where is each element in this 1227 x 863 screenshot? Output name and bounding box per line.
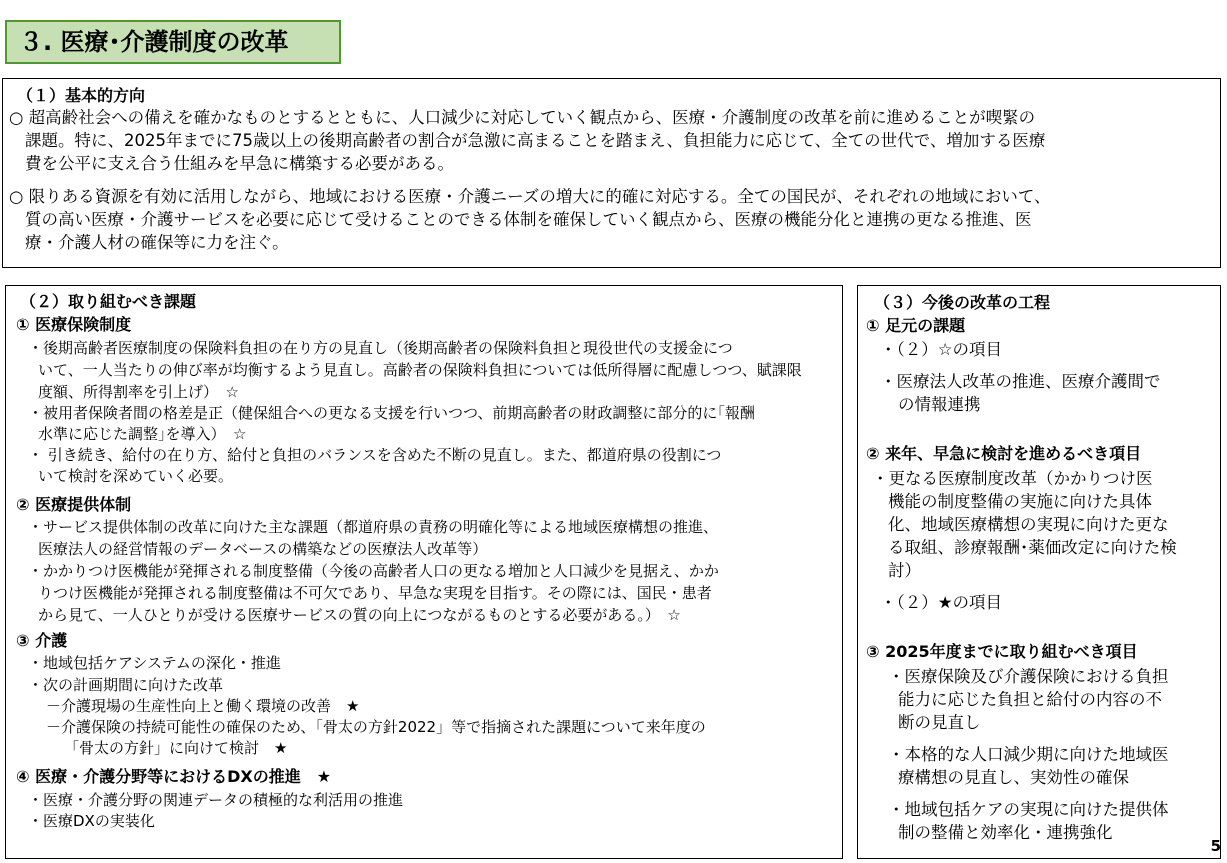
schedule-line: 制の整備と効率化・連携強化 [898,823,1113,842]
issues-box [5,285,843,859]
schedule-line: 能力に応じた負担と給付の内容の不 [898,690,1162,709]
issue-line: 「骨太の方針」に向けて検討 ★ [64,739,288,757]
basic-direction-heading: （１）基本的方向 [17,86,146,105]
issue-line: －介護保険の持続可能性の確保のため、「骨太の方針2022」等で指摘された課題について来年度の [46,718,706,736]
issue-line: いて、一人当たりの伸び率が均衡するよう見直し。高齢者の保険料負担については低所得層に配慮しつつ、賦課限 [38,361,802,379]
basic-p2-line: 質の高い医療・介護サービスを必要に応じて受けることのできる体制を確保していく観点から、医療の機能分化と連携の更なる推進、医 [25,210,1032,229]
schedule-line: 機能の制度整備の実施に向けた具体 [888,492,1152,511]
by-2025-heading: ③ 2025年度までに取り組むべき項目 [866,642,1138,661]
issue-line: ・医療DXの実装化 [28,812,155,830]
issue-line: ・次の計画期間に向けた改革 [28,676,224,694]
dx-heading: ④ 医療・介護分野等におけるDXの推進 ★ [16,767,332,786]
issue-line: 水準に応じた調整｣を導入） ☆ [38,425,247,443]
schedule-line: 断の見直し [898,713,981,732]
basic-p1-line: 費を公平に支え合う仕組みを早急に構築する必要がある。 [25,154,454,173]
schedule-line: の情報連携 [898,395,981,414]
issue-line: ・かかりつけ医機能が発揮される制度整備（今後の高齢者人口の更なる増加と人口減少を見据え、かか [28,562,719,580]
page-title: ３. 医療･介護制度の改革 [5,20,341,64]
next-year-heading: ② 来年、早急に検討を進めるべき項目 [866,444,1142,463]
schedule-line: ・（２）★の項目 [880,593,1003,612]
schedule-line: 療構想の見直し、実効性の確保 [898,768,1129,787]
schedule-heading: （３）今後の改革の工程 [874,293,1051,312]
immediate-issues-heading: ① 足元の課題 [866,316,966,335]
basic-p1-line: ○ 超高齢社会への備えを確かなものとするとともに、人口減少に対応していく観点から、医療・介護制度の改革を前に進めることが喫緊の [9,108,1036,127]
page-number: 5 [1210,837,1221,855]
issue-line: 医療法人の経営情報のデータベースの構築などの医療法人改革等） [38,540,488,558]
schedule-line: ・医療保険及び介護保険における負担 [888,667,1169,686]
care-heading: ③ 介護 [16,631,68,650]
issue-line: ・医療・介護分野の関連データの積極的な利活用の推進 [28,791,404,809]
issue-line: ・ 引き続き、給付の在り方、給付と負担のバランスを含めた不断の見直し。また、都道府県の役割につ [28,446,722,464]
schedule-line: ・地域包括ケアの実現に向けた提供体 [888,800,1169,819]
issue-line: ・後期高齢者医療制度の保険料負担の在り方の見直し（後期高齢者の保険料負担と現役世代の支援金につ [28,339,733,357]
basic-p1-line: 課題。特に、2025年までに75歳以上の後期高齢者の割合が急激に高まることを踏まえ、負担能力に応じて、全ての世代で、増加する医療 [25,131,1046,150]
issue-line: りつけ医機能が発揮される制度整備は不可欠であり、早急な実現を目指す。その際には、国民・患者 [38,584,712,602]
issue-line: いて検討を深めていく必要。 [38,467,234,485]
issue-line: 度額、所得割率を引上げ） ☆ [38,383,239,401]
schedule-line: る取組、診療報酬･薬価改定に向けた検 [888,538,1177,557]
schedule-line: ・更なる医療制度改革（かかりつけ医 [872,469,1153,488]
issue-line: ・地域包括ケアシステムの深化・推進 [28,654,281,672]
schedule-line: ・（２）☆の項目 [880,340,1003,359]
schedule-box [857,285,1221,859]
schedule-line: 討） [888,561,921,580]
basic-p2-line: ○ 限りある資源を有効に活用しながら、地域における医療・介護ニーズの増大に的確に対応する。全ての国民が、それぞれの地域において、 [9,187,1051,206]
schedule-line: ・医療法人改革の推進、医療介護間で [880,372,1161,391]
medical-provision-heading: ② 医療提供体制 [16,495,132,514]
issue-line: －介護現場の生産性向上と働く環境の改善 ★ [46,697,360,715]
basic-direction-box [2,78,1221,268]
schedule-line: ・本格的な人口減少期に向けた地域医 [888,745,1169,764]
issue-line: ・サービス提供体制の改革に向けた主な課題（都道府県の責務の明確化等による地域医療構想の推進、 [28,518,719,536]
issue-line: ・被用者保険者間の格差是正（健保組合への更なる支援を行いつつ、前期高齢者の財政調整に部分的に｢報酬 [28,404,755,422]
schedule-line: 化、地域医療構想の実現に向けた更な [888,515,1169,534]
issue-line: から見て、一人ひとりが受ける医療サービスの質の向上につながるものとする必要がある。） ☆ [38,606,681,624]
issues-heading: （２）取り組むべき課題 [20,292,197,311]
basic-p2-line: 療・介護人材の確保等に力を注ぐ。 [25,233,289,252]
medical-insurance-heading: ① 医療保険制度 [16,315,132,334]
